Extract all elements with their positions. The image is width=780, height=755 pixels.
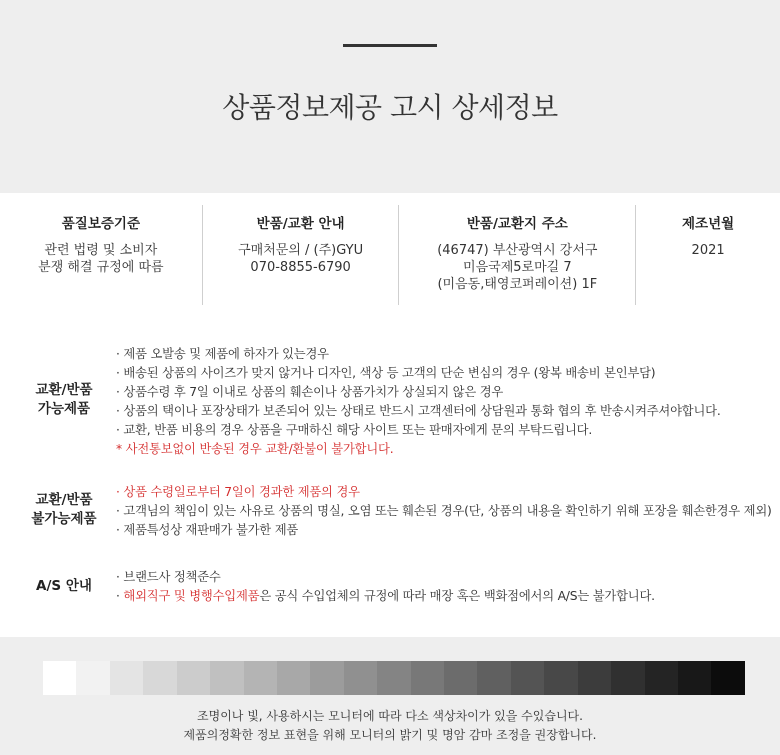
section-label — [18, 381, 110, 419]
grayscale-swatch — [177, 661, 210, 695]
grayscale-swatch — [210, 661, 243, 695]
grayscale-swatch — [344, 661, 377, 695]
info-heading: 반품/교환지 주소 — [466, 216, 568, 232]
label-line: 가능제품 — [37, 401, 91, 417]
label-line: 교환/반품 — [35, 382, 93, 398]
info-heading: 제조년월 — [682, 216, 735, 232]
list-item: · 상품수령 후 7일 이내로 상품의 훼손이나 상품가치가 상실되지 않은 경우 — [116, 385, 504, 399]
info-line: 070-8855-6790 — [250, 260, 351, 275]
info-col-manufacture — [635, 205, 780, 305]
grayscale-swatch — [244, 661, 277, 695]
list-item: · 제품특성상 재판매가 불가한 제품 — [116, 523, 299, 537]
info-heading: 품질보증기준 — [61, 216, 140, 232]
grayscale-bar — [43, 661, 745, 695]
info-value — [399, 242, 635, 293]
info-value — [203, 242, 399, 276]
info-col-address — [398, 205, 635, 305]
info-line: 분쟁 해결 규정에 따름 — [38, 260, 164, 275]
grayscale-swatch — [444, 661, 477, 695]
grayscale-swatch — [645, 661, 678, 695]
grayscale-swatch — [110, 661, 143, 695]
grayscale-swatch — [578, 661, 611, 695]
grayscale-swatch — [511, 661, 544, 695]
grayscale-swatch — [611, 661, 644, 695]
title-divider — [343, 44, 437, 47]
info-line: 관련 법령 및 소비자 — [44, 243, 158, 258]
info-line: (미음동,태영코퍼레이션) 1F — [437, 277, 598, 292]
list-item: · 상품 수령일로부터 7일이 경과한 제품의 경우 — [116, 485, 360, 499]
info-line: (46747) 부산광역시 강서구 — [437, 243, 598, 258]
policy-section — [0, 315, 780, 637]
policy-list — [116, 345, 721, 459]
info-value — [0, 242, 202, 276]
grayscale-swatch — [711, 661, 744, 695]
info-table — [0, 193, 780, 315]
note-line: 조명이나 빛, 사용하시는 모니터에 따라 다소 색상차이가 있을 수있습니다. — [197, 709, 583, 723]
warning-note: * 사전통보없이 반송된 경우 교환/환불이 불가합니다. — [116, 442, 394, 456]
list-item: · 브랜드사 정책준수 — [116, 570, 221, 584]
label-line: 불가능제품 — [31, 511, 97, 527]
section-label — [18, 491, 110, 529]
grayscale-swatch — [411, 661, 444, 695]
label-line: 교환/반품 — [35, 492, 93, 508]
list-item: · 고객님의 책임이 있는 사유로 상품의 명실, 오염 또는 훼손된 경우(단, 상품의 내용을 확인하기 위해 포장을 훼손한경우 제외) — [116, 504, 772, 518]
grayscale-swatch — [377, 661, 410, 695]
list-item-text: 은 공식 수입업체의 규정에 따라 매장 혹은 백화점에서의 A/S는 불가합니다. — [259, 589, 655, 603]
policy-list — [116, 568, 655, 606]
grayscale-swatch — [477, 661, 510, 695]
grayscale-swatch — [310, 661, 343, 695]
list-item: · 제품 오발송 및 제품에 하자가 있는경우 — [116, 347, 329, 361]
highlight-text: 해외직구 및 병행수입제품 — [123, 589, 260, 603]
footer — [0, 637, 780, 755]
info-line: 미음국제5로마길 7 — [463, 260, 572, 275]
list-item — [116, 587, 655, 606]
section-label: A/S 안내 — [36, 578, 92, 594]
list-item: · 교환, 반품 비용의 경우 상품을 구매하신 해당 사이트 또는 판매자에게 문의 부탁드립니다. — [116, 423, 593, 437]
grayscale-swatch — [678, 661, 711, 695]
list-item: · 배송된 상품의 사이즈가 맞지 않거나 디자인, 색상 등 고객의 단순 변심의 경우 (왕복 배송비 본인부담) — [116, 366, 656, 380]
info-col-return — [202, 205, 399, 305]
header — [0, 0, 780, 193]
bullet: · — [116, 589, 124, 603]
info-heading: 반품/교환 안내 — [256, 216, 345, 232]
grayscale-swatch — [76, 661, 109, 695]
info-value — [636, 242, 780, 259]
list-item: · 상품의 택이나 포장상태가 보존되어 있는 상태로 반드시 고객센터에 상담원과 통화 협의 후 반송시켜주셔야합니다. — [116, 404, 721, 418]
footer-note — [0, 707, 780, 745]
page-title: 상품정보제공 고시 상세정보 — [222, 91, 558, 124]
info-line: 구매처문의 / (주)GYU — [238, 243, 364, 258]
grayscale-swatch — [143, 661, 176, 695]
info-col-quality — [0, 205, 202, 305]
info-line: 2021 — [691, 243, 725, 258]
grayscale-swatch — [43, 661, 76, 695]
note-line: 제품의정확한 정보 표현을 위해 모니터의 밝기 및 명암 감마 조정을 권장합니다. — [183, 728, 597, 742]
policy-list — [116, 483, 772, 540]
grayscale-swatch — [544, 661, 577, 695]
grayscale-swatch — [277, 661, 310, 695]
